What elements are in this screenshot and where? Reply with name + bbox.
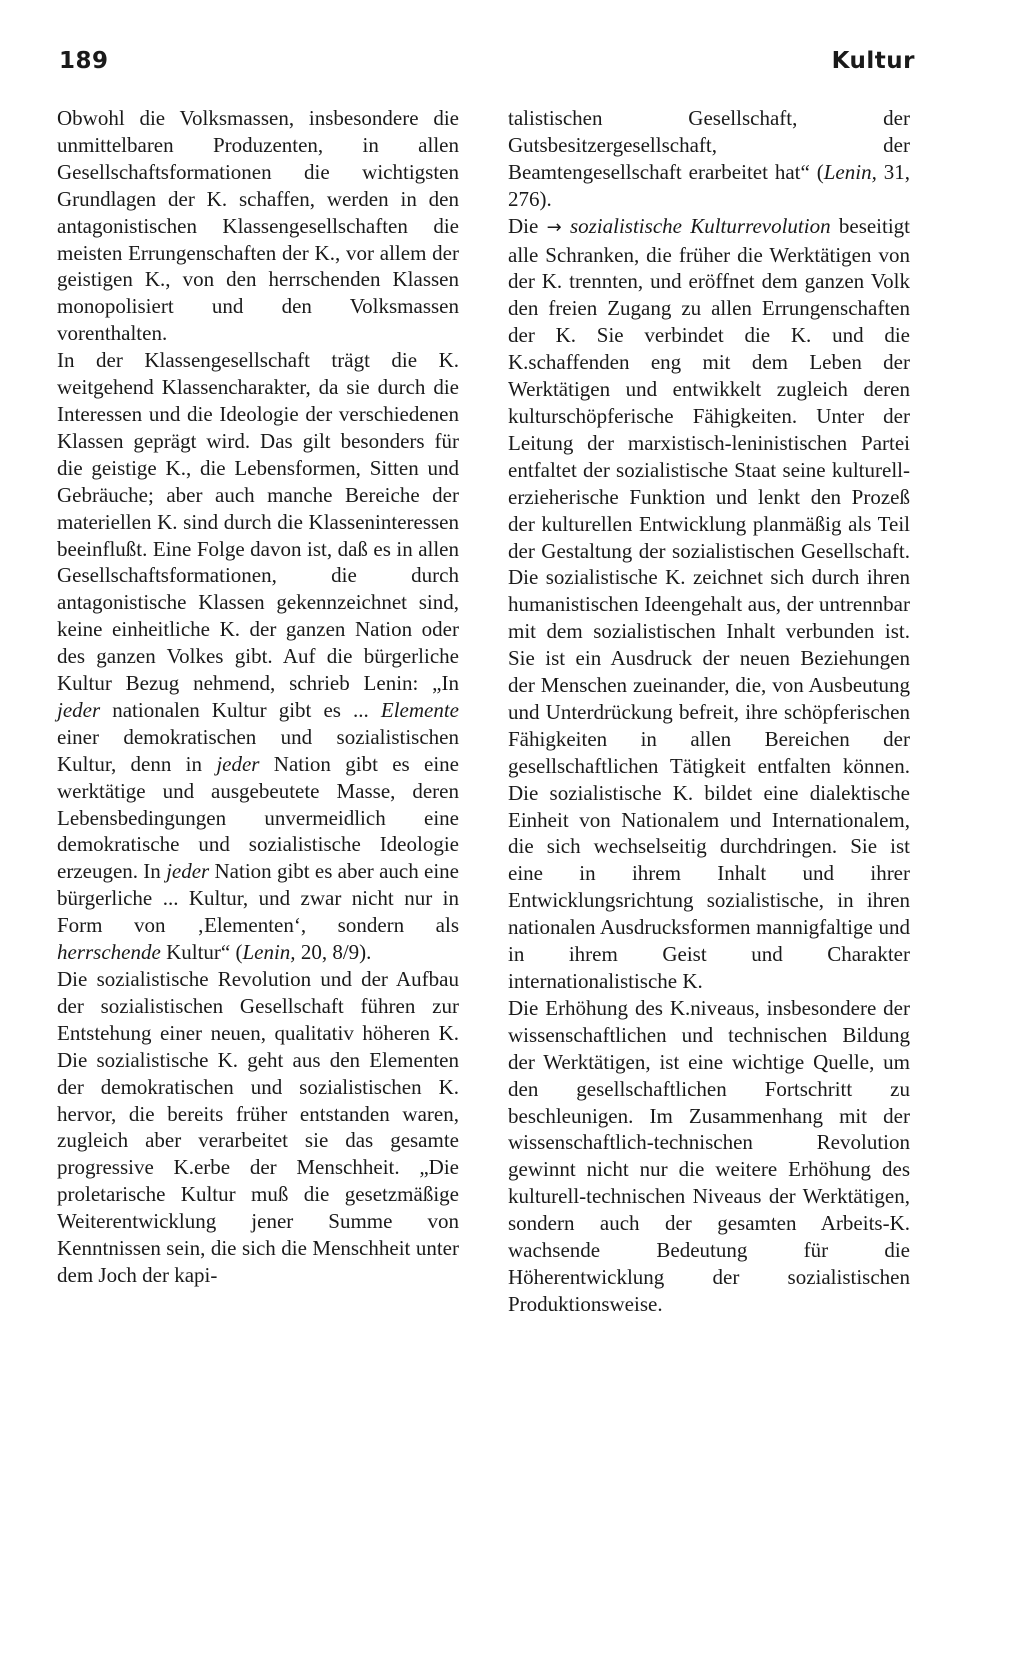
text-run: talistischen Gesellschaft, der Gutsbesitzergesellschaft, der Beamtengesellschaft erarbeitet hat“ ( bbox=[508, 106, 910, 184]
text-run: 20, 8/9). bbox=[295, 940, 372, 965]
emphasis: jeder bbox=[216, 751, 260, 776]
text-run: Die bbox=[508, 213, 547, 238]
cross-reference-link[interactable]: sozialistische Kulturrevolution bbox=[569, 213, 831, 238]
emphasis: jeder bbox=[166, 859, 210, 884]
text-run: In der Klassengesellschaft trägt die K. weitgehend Klassencharakter, da sie durch die Interessen und die Ideologie der verschiedenen Klassen geprägt wird. Das gilt besonders für die geistige K., die Lebensformen, Sitten und Gebräuche; aber auch manche Bereiche der materiellen K. sind durch die Klasseninteressen beeinflußt. Eine Folge davon ist, daß es in allen Gesellschaftsformationen, die durch antagonistische Klassen gekennzeichnet sind, keine einheitliche K. der ganzen Nation oder des ganzen Volkes gibt. Auf die bürgerliche Kultur Bezug nehmend, schrieb Lenin: „In bbox=[57, 348, 459, 696]
text-run: beseitigt alle Schranken, die früher die Werktätigen von der K. trennten, und eröffnet dem ganzen Volk den freien Zugang zu allen Errungenschaften der K. Sie verbindet die K. und die K.schaffenden eng mit dem Leben der Werktätigen und entwikkelt zugleich deren kulturschöpferische Fähigkeiten. Unter der Leitung der marxistisch-leninistischen Partei entfaltet der sozialistische Staat seine kulturell-erzieherische Funktion und lenkt den Prozeß der kulturellen Entwicklung planmäßig als Teil der Gestaltung der sozialistischen Gesellschaft. Die sozialistische K. zeichnet sich durch ihren humanistischen Ideengehalt aus, der untrennbar mit dem sozialistischen Inhalt verbunden ist. Sie ist ein Ausdruck der neuen Beziehungen der Menschen zueinander, die, von Ausbeutung und Unterdrückung befreit, ihre schöpferischen Fähigkeiten in allen Bereichen der gesellschaftlichen Tätigkeit entfalten können. Die sozialistische K. bildet eine dialektische Einheit von Nationalem und Internationalem, die sich wechselseitig durchdringen. Sie ist eine in ihrem Inhalt und ihrer Entwicklungsrichtung sozialistische, in ihren nationalen Ausdrucksformen mannigfaltige und in ihrem Geist und Charakter internationalistische K. bbox=[508, 213, 911, 993]
page-number: 189 bbox=[59, 48, 109, 74]
paragraph-1: Obwohl die Volksmassen, insbesondere die unmittelbaren Produzenten, in allen Gesellschaftsformationen die wichtigsten Grundlagen der K. schaffen, werden in den antagonistischen Klassengesellschaften die meisten Errungenschaften der K., vor allem der geistigen K., von den herrschenden Klassen monopolisiert und den Volksmassen vorenthalten. bbox=[57, 106, 459, 346]
text-run: nationalen Kultur gibt es ... bbox=[100, 697, 381, 722]
text-run: Nation gibt es aber auch eine bürgerliche ... Kultur, und zwar nicht nur in Form von ‚Elementen‘, sondern als bbox=[57, 859, 459, 938]
emphasis: Lenin, bbox=[242, 940, 296, 965]
right-column bbox=[508, 105, 910, 1318]
text-run: Kultur“ ( bbox=[160, 940, 243, 965]
emphasis: Elemente bbox=[380, 697, 459, 722]
emphasis: herrschende bbox=[57, 940, 161, 965]
paragraph-1-continued bbox=[508, 105, 910, 213]
emphasis: jeder bbox=[57, 697, 101, 722]
running-head: Kultur bbox=[831, 48, 915, 74]
emphasis: Lenin, bbox=[823, 159, 877, 184]
paragraph-3: Die Erhöhung des K.niveaus, insbesondere der wissenschaftlichen und technischen Bildung der Werktätigen, ist eine wichtige Quelle, um den gesellschaftlichen Fortschritt zu beschleunigen. Im Zusammenhang mit der wissenschaftlich-technischen Revolution gewinnt nicht nur die weitere Erhöhung des kulturell-technischen Niveaus der Werktätigen, sondern auch der gesamten Arbeits-K. wachsende Bedeutung für die Höherentwicklung der sozialistischen Produktionsweise. bbox=[508, 995, 910, 1316]
text-run: 31, 276). bbox=[508, 159, 911, 211]
paragraph-2 bbox=[57, 347, 459, 966]
paragraph-2 bbox=[508, 213, 910, 995]
paragraph-3: Die sozialistische Revolution und der Aufbau der sozialistischen Gesellschaft führen zur Entstehung einer neuen, qualitativ höheren K. Die sozialistische K. geht aus den Elementen der demokratischen und sozialistischen K. hervor, die bereits früher entstanden waren, zugleich aber verarbeitet sie das gesamte progressive K.erbe der Menschheit. „Die proletarische Kultur muß die gesetzmäßige Weiterentwicklung jener Summe von Kenntnissen sein, die sich die Menschheit unter dem Joch der kapi- bbox=[57, 967, 459, 1287]
text-run: einer demokratischen und sozialistischen Kultur, denn in bbox=[57, 724, 459, 776]
cross-reference-arrow-icon: → bbox=[546, 216, 562, 238]
left-column bbox=[57, 105, 459, 1289]
text-run: Nation gibt es eine werktätige und ausgebeutete Masse, deren Lebensbedingungen unvermeidlich eine demokratische und sozialistische Ideologie erzeugen. In bbox=[57, 751, 459, 884]
